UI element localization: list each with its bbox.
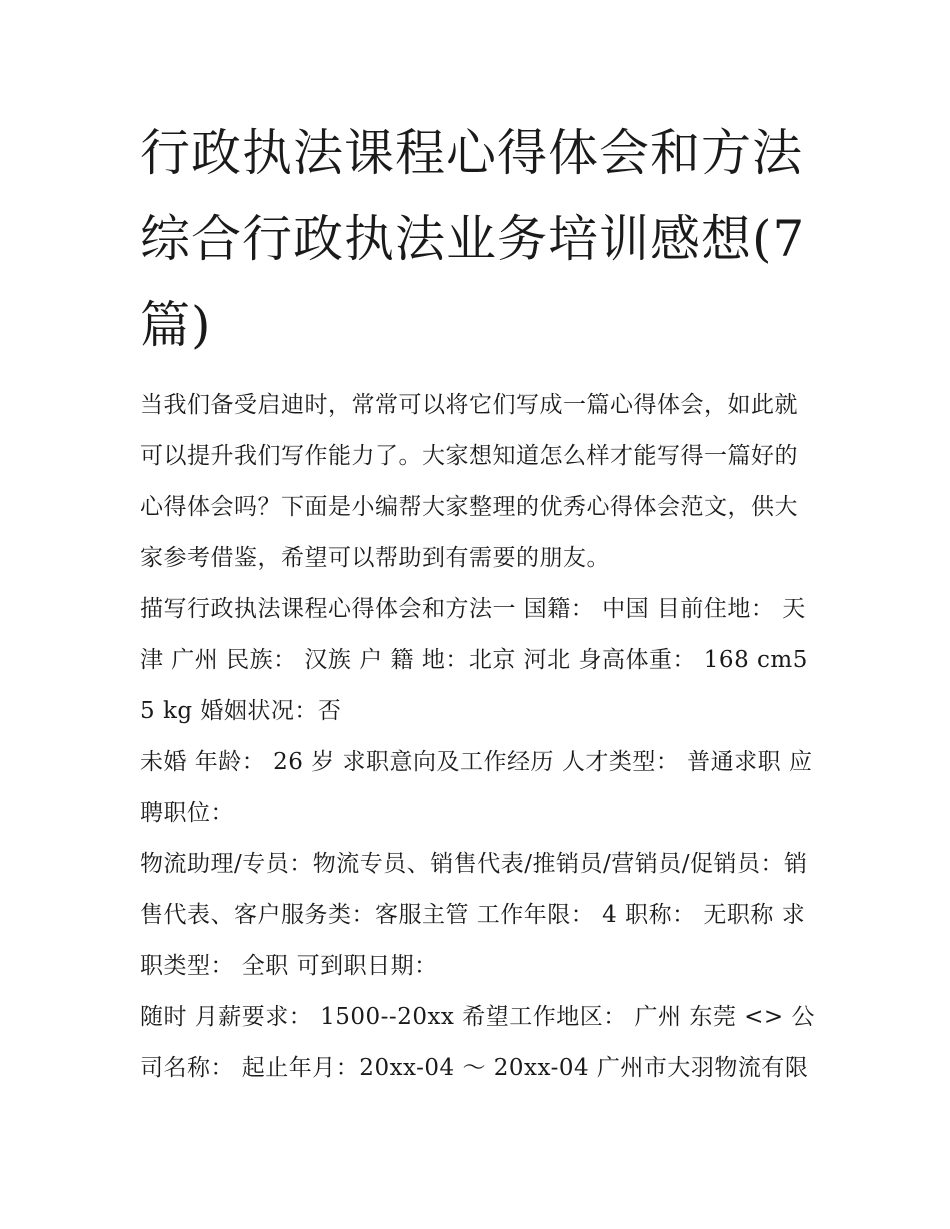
body-paragraph: 未婚 年龄： 26 岁 求职意向及工作经历 人才类型： 普通求职 应聘职位： [140, 749, 813, 826]
document-page [140, 110, 820, 1094]
document-title: 行政执法课程心得体会和方法综合行政执法业务培训感想(7篇) [140, 124, 806, 354]
body-paragraph: 随时 月薪要求： 1500--20xx 希望工作地区： 广州 东莞 <> 公司名称： 起止年月：20xx-04 ～ 20xx-04 广州市大羽物流有限 [140, 1004, 816, 1081]
body-paragraph: 描写行政执法课程心得体会和方法一 国籍： 中国 目前住地： 天津 广州 民族： 汉族 户 籍 地：北京 河北 身高体重： 168 cm55 kg 婚姻状况：否 [140, 596, 808, 724]
body-paragraph: 物流助理/专员：物流专员、销售代表/推销员/营销员/促销员：销售代表、客户服务类：客服主管 工作年限： 4 职称： 无职称 求职类型： 全职 可到职日期： [140, 851, 808, 979]
intro-paragraph: 当我们备受启迪时，常常可以将它们写成一篇心得体会，如此就可以提升我们写作能力了。大家想知道怎么样才能写得一篇好的心得体会吗？下面是小编帮大家整理的优秀心得体会范文，供大家参考借鉴，希望可以帮助到有需要的朋友。 [140, 392, 798, 571]
